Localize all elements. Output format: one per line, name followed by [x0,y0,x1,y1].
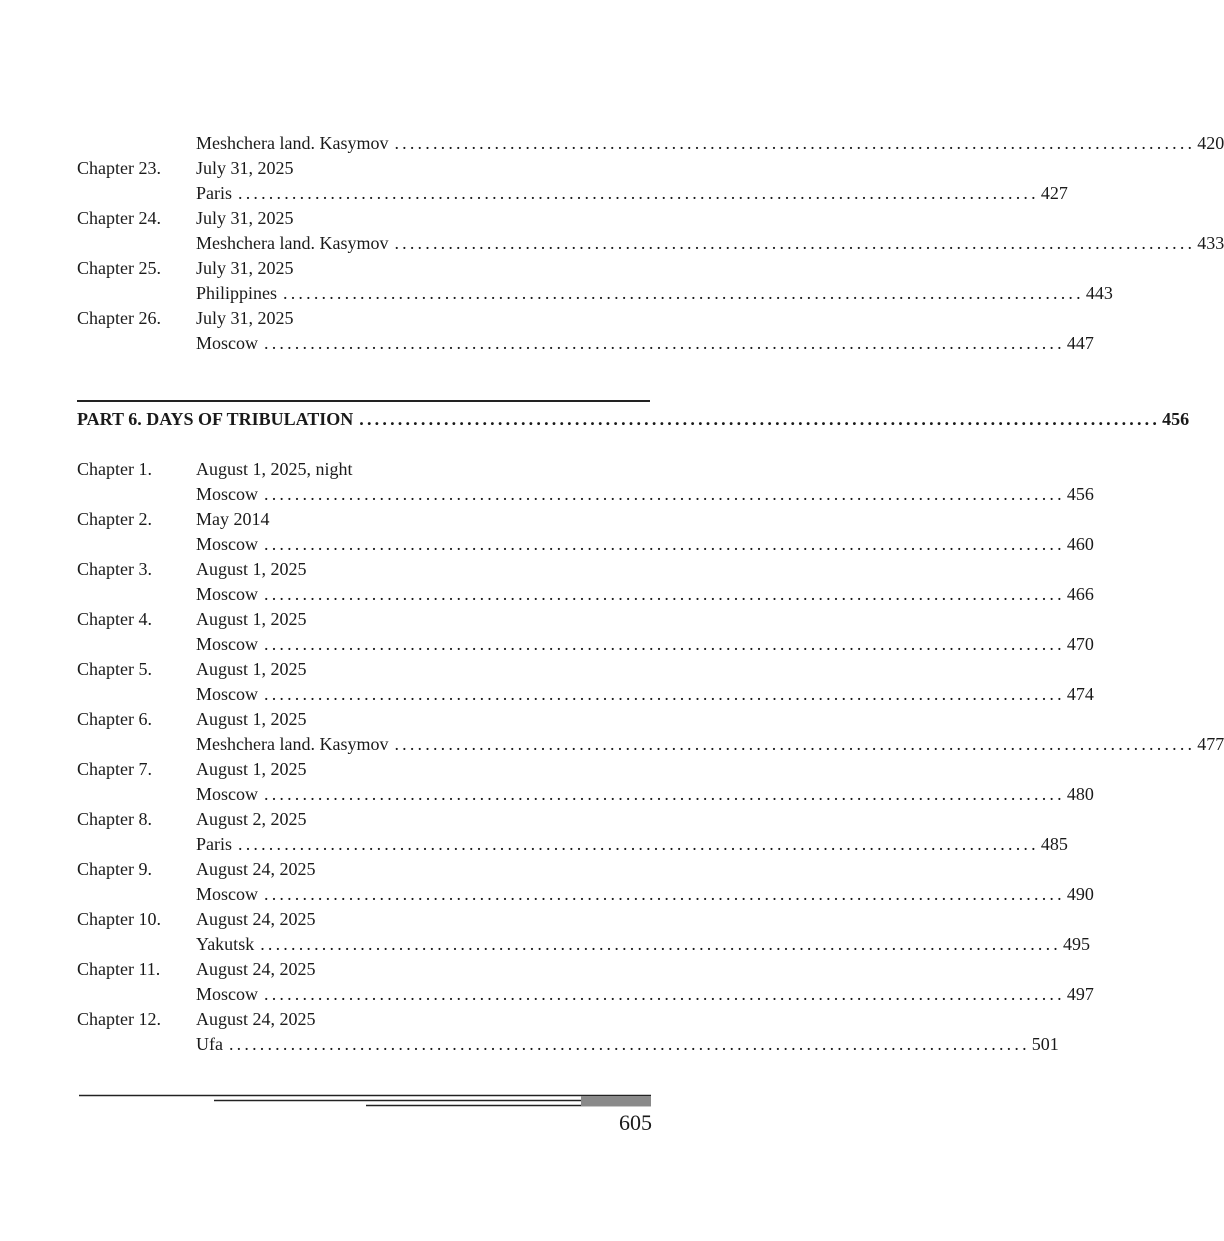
chapter-date: July 31, 2025 [196,158,294,178]
toc-chapter-row [77,507,637,532]
place-cell [196,281,1113,306]
toc-place-row[interactable] [77,682,1094,707]
place-cell [196,131,1224,156]
chapter-page-number: 495 [1063,934,1091,954]
toc-place-row[interactable] [77,331,1094,356]
chapter-date-cell [196,457,637,482]
chapter-place: Moscow [196,333,258,353]
chapter-label: Chapter 23. [77,158,161,178]
chapter-page-number: 501 [1031,1034,1059,1054]
toc-place-row[interactable] [77,782,1094,807]
chapter-place: Moscow [196,684,258,704]
toc-chapter-row [77,156,637,181]
chapter-date-cell [196,807,637,832]
place-cell [196,181,1068,206]
chapter-date-cell [196,256,637,281]
chapter-date-cell [196,507,637,532]
place-cell [196,532,1094,557]
toc-place-row[interactable] [77,532,1094,557]
dot-leader: ........................................................................................................ [264,634,1065,654]
toc-chapter-row [77,707,637,732]
toc-place-row[interactable] [77,131,1224,156]
chapter-date: August 1, 2025 [196,559,307,579]
dot-leader: ........................................................................................................ [260,934,1062,954]
place-cell [196,882,1094,907]
part-title: PART 6. DAYS OF TRIBULATION [77,409,354,429]
toc-chapter-row [77,256,637,281]
toc-chapter-row [77,457,637,482]
toc-place-row[interactable] [77,281,1113,306]
chapter-place: Ufa [196,1034,223,1054]
dot-leader: ........................................................................................................ [394,734,1196,754]
page-number: 605 [619,1110,652,1135]
toc-chapter-row [77,757,637,782]
chapter-label: Chapter 9. [77,859,152,879]
place-cell [196,1032,1059,1057]
dot-leader: ........................................................................................................ [238,183,1039,203]
dot-leader: ........................................................................................................ [264,684,1065,704]
chapter-date-cell [196,857,637,882]
chapter-place: Meshchera land. Kasymov [196,133,389,153]
chapter-page-number: 497 [1066,984,1094,1004]
toc-chapter-row [77,657,637,682]
toc-chapter-row [77,206,637,231]
chapter-place: Moscow [196,884,258,904]
chapter-label: Chapter 10. [77,909,161,929]
dot-leader: ........................................................................................................ [264,333,1065,353]
chapter-page-number: 433 [1197,233,1224,253]
chapter-date: July 31, 2025 [196,308,294,328]
chapter-label: Chapter 25. [77,258,161,278]
chapter-date: August 24, 2025 [196,1009,316,1029]
chapter-date: August 1, 2025 [196,709,307,729]
chapter-date-cell [196,957,637,982]
dot-leader: ........................................................................................................ [238,834,1039,854]
chapter-date-cell [196,607,637,632]
chapter-place: Meshchera land. Kasymov [196,233,389,253]
chapter-place: Moscow [196,584,258,604]
toc-chapter-row [77,807,637,832]
chapter-place: Paris [196,183,232,203]
chapter-label: Chapter 11. [77,959,161,979]
chapter-page-number: 480 [1066,784,1094,804]
toc-place-row[interactable] [77,582,1094,607]
chapter-label: Chapter 26. [77,308,161,328]
dot-leader: ........................................................................................................ [264,884,1065,904]
chapter-date-cell [196,707,637,732]
chapter-place: Philippines [196,283,278,303]
chapter-page-number: 427 [1040,183,1068,203]
chapter-label: Chapter 2. [77,509,152,529]
chapter-label: Chapter 5. [77,659,152,679]
dot-leader: ........................................................................................................ [264,784,1065,804]
toc-place-row[interactable] [77,832,1068,857]
chapter-date: August 24, 2025 [196,859,316,879]
toc-place-row[interactable] [77,231,1224,256]
chapter-date-cell [196,206,637,231]
part-page-number: 456 [1162,409,1190,429]
chapter-page-number: 485 [1040,834,1068,854]
chapter-label: Chapter 6. [77,709,152,729]
chapter-page-number: 443 [1085,283,1113,303]
chapter-date-cell [196,1007,637,1032]
place-cell [196,331,1094,356]
dot-leader: ........................................................................................................ [228,1034,1030,1054]
place-cell [196,682,1094,707]
dot-leader: ........................................................................................................ [359,409,1161,429]
chapter-page-number: 456 [1066,484,1094,504]
footer-gray-block [581,1096,651,1106]
chapter-date-cell [196,306,637,331]
chapter-date-cell [196,156,637,181]
place-cell [196,632,1094,657]
chapter-page-number: 420 [1197,133,1224,153]
dot-leader: ........................................................................................................ [394,133,1196,153]
place-cell [196,832,1068,857]
chapter-date: August 1, 2025 [196,659,307,679]
part-heading [77,407,1190,432]
toc-place-row[interactable] [77,932,1091,957]
dot-leader: ........................................................................................................ [283,283,1084,303]
toc-part6-list [77,457,1224,1057]
chapter-place: Moscow [196,534,258,554]
place-cell [196,482,1094,507]
chapter-place: Yakutsk [196,934,255,954]
toc-chapter-row [77,306,637,331]
chapter-page-number: 466 [1066,584,1094,604]
dot-leader: ........................................................................................................ [264,484,1065,504]
toc-top-list [77,131,1224,356]
place-cell [196,231,1224,256]
chapter-date: August 24, 2025 [196,909,316,929]
chapter-page-number: 474 [1066,684,1094,704]
toc-place-row[interactable] [77,882,1094,907]
chapter-place: Moscow [196,784,258,804]
part-entry[interactable] [77,407,1190,432]
toc-chapter-row [77,607,637,632]
chapter-place: Moscow [196,484,258,504]
chapter-label: Chapter 7. [77,759,152,779]
toc-place-row[interactable] [77,482,1094,507]
chapter-date: August 1, 2025, night [196,459,353,479]
chapter-place: Meshchera land. Kasymov [196,734,389,754]
part-divider-rule [77,400,650,402]
chapter-page-number: 460 [1066,534,1094,554]
toc-place-row[interactable] [77,181,1068,206]
chapter-date: August 1, 2025 [196,609,307,629]
dot-leader: ........................................................................................................ [264,534,1065,554]
chapter-date-cell [196,757,637,782]
chapter-date: July 31, 2025 [196,258,294,278]
place-cell [196,982,1094,1007]
chapter-label: Chapter 8. [77,809,152,829]
chapter-page-number: 447 [1066,333,1094,353]
chapter-page-number: 477 [1197,734,1224,754]
chapter-label: Chapter 4. [77,609,152,629]
chapter-date-cell [196,557,637,582]
chapter-place: Paris [196,834,232,854]
toc-chapter-row [77,957,637,982]
chapter-date: August 2, 2025 [196,809,307,829]
toc-place-row[interactable] [77,1032,1059,1057]
chapter-date: July 31, 2025 [196,208,294,228]
chapter-label: Chapter 12. [77,1009,161,1029]
place-cell [196,582,1094,607]
dot-leader: ........................................................................................................ [264,584,1065,604]
toc-place-row[interactable] [77,732,1224,757]
chapter-date: August 24, 2025 [196,959,316,979]
chapter-date: May 2014 [196,509,270,529]
dot-leader: ........................................................................................................ [394,233,1196,253]
chapter-date: August 1, 2025 [196,759,307,779]
chapter-place: Moscow [196,634,258,654]
place-cell [196,732,1224,757]
toc-place-row[interactable] [77,632,1094,657]
place-cell [196,782,1094,807]
chapter-label: Chapter 24. [77,208,161,228]
chapter-place: Moscow [196,984,258,1004]
chapter-label: Chapter 1. [77,459,152,479]
dot-leader: ........................................................................................................ [264,984,1065,1004]
chapter-label: Chapter 3. [77,559,152,579]
toc-chapter-row [77,557,637,582]
place-cell [196,932,1091,957]
toc-chapter-row [77,857,637,882]
chapter-page-number: 490 [1066,884,1094,904]
toc-chapter-row [77,907,637,932]
toc-place-row[interactable] [77,982,1094,1007]
chapter-date-cell [196,657,637,682]
chapter-date-cell [196,907,637,932]
chapter-page-number: 470 [1066,634,1094,654]
toc-chapter-row [77,1007,637,1032]
